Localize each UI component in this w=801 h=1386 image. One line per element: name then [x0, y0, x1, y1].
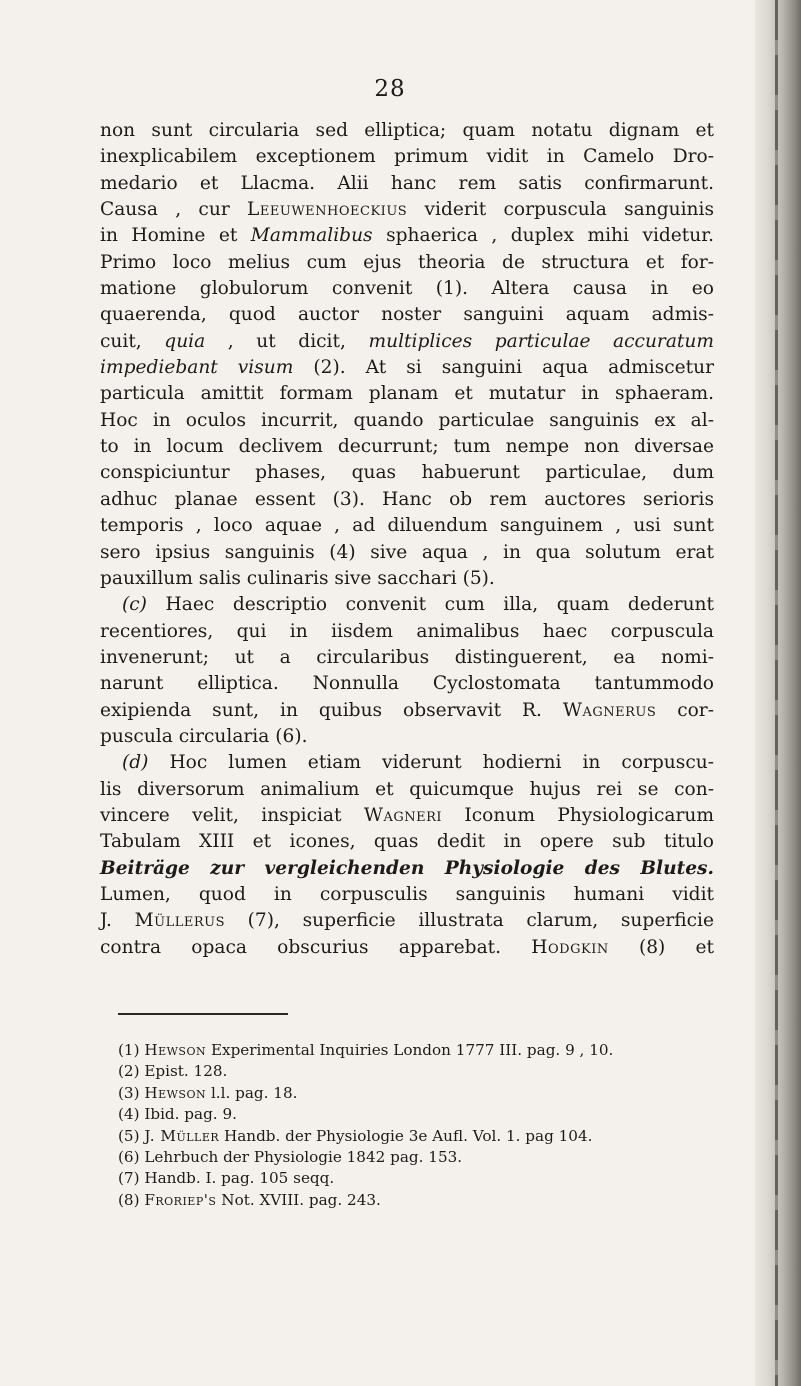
footnote-item	[118, 1190, 718, 1211]
text-fragment: (8) et	[638, 936, 715, 958]
footnote-author: Froriep's	[144, 1190, 217, 1209]
text-line	[100, 803, 714, 829]
emphasis-term: Mammalibus	[250, 225, 373, 247]
book-title: Beiträge zur vergleichenden Physiologie des Blutes.	[100, 857, 714, 879]
footnote-number: (8)	[118, 1190, 140, 1209]
footnote-text: Lehrbuch der Physiologie 1842 pag. 153.	[144, 1148, 463, 1167]
footnote-item	[118, 1126, 718, 1147]
text-fragment: Causa , cur	[100, 199, 230, 221]
text-line: matione globulorum convenit (1). Altera causa in eo	[100, 278, 714, 300]
book-spine-edge	[755, 0, 801, 1386]
text-fragment: in Homine et	[100, 225, 238, 247]
text-fragment: exipienda sunt, in quibus observavit R.	[100, 699, 542, 721]
text-line	[100, 223, 714, 249]
footnote-text: Experimental Inquiries London 1777 III. pag. 9 , 10.	[210, 1041, 614, 1059]
text-fragment: viderit corpuscula sanguinis	[424, 199, 714, 221]
footnote-number: (4)	[118, 1105, 140, 1124]
footnote-author: Hewson	[144, 1041, 207, 1059]
footnote-text: l.l. pag. 18.	[210, 1083, 298, 1102]
text-fragment: Iconum Physiologicarum	[464, 804, 714, 826]
text-line: pauxillum salis culinaris sive sacchari (5).	[100, 567, 495, 589]
text-fragment: Haec descriptio convenit cum illa, quam dederunt	[165, 594, 714, 616]
text-line	[100, 329, 714, 355]
author-name: Müllerus	[134, 910, 225, 932]
text-line	[100, 355, 714, 381]
quote-italic: quia	[164, 330, 206, 352]
spine-binding-line	[775, 0, 778, 1386]
text-fragment: Hoc lumen etiam viderunt hodierni in corpuscu-	[169, 752, 714, 774]
text-line: Hoc in oculos incurrit, quando particulae sanguinis ex al-	[100, 409, 714, 431]
text-fragment: cor-	[677, 699, 714, 721]
main-text-block	[100, 118, 714, 961]
text-line	[100, 592, 714, 618]
text-line: particula amittit formam planam et mutatur in sphaeram.	[100, 383, 714, 405]
author-name: Hodgkin	[531, 936, 609, 958]
footnote-item	[118, 1061, 718, 1082]
text-line	[100, 935, 714, 961]
footnote-number: (3)	[118, 1083, 140, 1102]
text-line: quaerenda, quod auctor noster sanguini aquam admis-	[100, 304, 714, 326]
author-name: Wagneri	[363, 804, 443, 826]
footnote-number: (1)	[118, 1041, 140, 1059]
page-number: 28	[374, 76, 406, 102]
footnote-divider	[118, 1013, 288, 1015]
text-line: lis diversorum animalium et quicumque hujus rei se con-	[100, 778, 714, 800]
footnote-text: Handb. I. pag. 105 seqq.	[144, 1169, 335, 1188]
text-line: temporis , loco aquae , ad diluendum sanguinem , usi sunt	[100, 515, 714, 537]
text-line: puscula circularia (6).	[100, 725, 308, 747]
text-line: inexplicabilem exceptionem primum vidit in Camelo Dro-	[100, 146, 714, 168]
footnote-author: Hewson	[144, 1083, 207, 1102]
footnote-item	[118, 1147, 718, 1168]
text-line	[100, 750, 714, 776]
footnote-text: Not. XVIII. pag. 243.	[221, 1190, 381, 1209]
footnote-author: J. Müller	[144, 1126, 220, 1145]
text-line	[100, 908, 714, 934]
footnote-number: (7)	[118, 1169, 140, 1188]
author-name: Wagnerus	[562, 699, 657, 721]
footnote-item	[118, 1040, 718, 1061]
text-line: to in locum declivem decurrunt; tum nempe non diversae	[100, 436, 714, 458]
text-line: Primo loco melius cum ejus theoria de structura et for-	[100, 251, 714, 273]
text-line: non sunt circularia sed elliptica; quam notatu dignam et	[100, 120, 714, 141]
text-line: invenerunt; ut a circularibus distinguerent, ea nomi-	[100, 646, 714, 668]
footnote-item	[118, 1168, 718, 1189]
text-fragment: (7), superficie illustrata clarum, superficie	[247, 910, 714, 932]
text-line	[100, 856, 714, 882]
footnote-text: Handb. der Physiologie 3e Aufl. Vol. 1. pag 104.	[223, 1126, 593, 1145]
quote-italic: impediebant visum	[100, 357, 294, 379]
text-fragment: , ut dicit,	[227, 330, 346, 352]
text-line: Lumen, quod in corpusculis sanguinis humani vidit	[100, 883, 714, 905]
footnote-text: Epist. 128.	[144, 1062, 228, 1081]
text-line	[100, 197, 714, 223]
paragraph-mark: (c)	[122, 594, 147, 616]
text-fragment: J.	[100, 910, 112, 932]
text-line	[100, 698, 714, 724]
text-fragment: sphaerica , duplex mihi videtur.	[386, 225, 714, 247]
text-fragment: (2). At si sanguini aqua admiscetur	[313, 357, 714, 379]
text-line: sero ipsius sanguinis (4) sive aqua , in qua solutum erat	[100, 541, 714, 563]
text-line: narunt elliptica. Nonnulla Cyclostomata tantummodo	[100, 673, 714, 695]
footnotes	[118, 1040, 718, 1211]
footnote-item	[118, 1104, 718, 1125]
footnote-number: (6)	[118, 1148, 140, 1167]
text-line: medario et Llacma. Alii hanc rem satis confirmarunt.	[100, 172, 714, 194]
text-line: adhuc planae essent (3). Hanc ob rem auctores serioris	[100, 488, 714, 510]
footnote-number: (5)	[118, 1126, 140, 1145]
paragraph-mark: (d)	[122, 752, 149, 774]
footnote-number: (2)	[118, 1062, 140, 1081]
footnote-item	[118, 1083, 718, 1104]
text-line: recentiores, qui in iisdem animalibus haec corpuscula	[100, 620, 714, 642]
text-fragment: contra opaca obscurius apparebat.	[100, 936, 502, 958]
author-name: Leeuwenhoeckius	[247, 199, 408, 221]
text-fragment: vincere velit, inspiciat	[100, 804, 342, 826]
quote-italic: multiplices particulae accuratum	[368, 330, 714, 352]
footnote-text: Ibid. pag. 9.	[144, 1105, 237, 1124]
text-line: conspiciuntur phases, quas habuerunt particulae, dum	[100, 462, 714, 484]
text-line: Tabulam XIII et icones, quas dedit in opere sub titulo	[100, 831, 714, 853]
text-fragment: cuit,	[100, 330, 142, 352]
